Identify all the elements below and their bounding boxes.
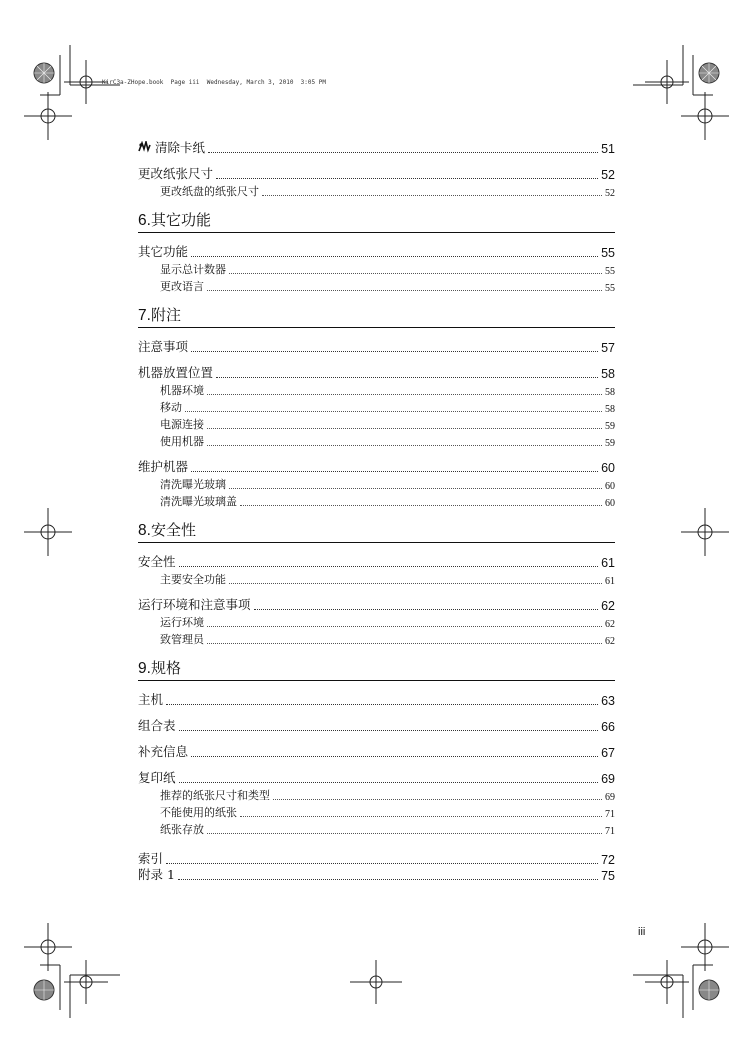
toc-subentry[interactable] — [138, 570, 615, 587]
toc-entry-title — [160, 399, 182, 415]
toc-entry-text: 电源连接 — [160, 418, 204, 431]
toc-entry-title — [138, 595, 251, 613]
toc-entry-text: 更改纸盘的纸张尺寸 — [160, 185, 259, 198]
toc-entry-title — [160, 804, 237, 820]
dot-leader — [208, 152, 598, 153]
dot-leader — [207, 643, 602, 644]
toc-entry-title — [138, 690, 163, 708]
toc-entry-title — [160, 571, 226, 587]
toc-entry-text: 不能使用的纸张 — [160, 806, 237, 819]
toc-entry-title — [138, 742, 188, 760]
dot-leader — [229, 273, 602, 274]
toc-page-number: 58 — [601, 367, 615, 381]
toc-page-number: 51 — [601, 142, 615, 156]
chapter-heading — [138, 209, 615, 233]
toc-entry-text: 附录 1 — [138, 867, 175, 882]
toc-page-number: 55 — [605, 283, 615, 294]
toc-page-number: 52 — [601, 168, 615, 182]
dot-leader — [229, 488, 602, 489]
toc-page-number: 55 — [605, 266, 615, 277]
chapter-number: 8. — [138, 522, 151, 539]
dot-leader — [216, 178, 598, 179]
toc-entry[interactable] — [138, 162, 615, 182]
toc-entry-title — [160, 476, 226, 492]
toc-entry-title — [160, 183, 259, 199]
toc-entry-text: 索引 — [138, 851, 164, 866]
toc-entry-title — [138, 768, 176, 786]
chapter-title: 附注 — [150, 306, 181, 324]
toc-entry-title — [160, 631, 204, 647]
toc-entry-title — [160, 416, 204, 432]
toc-entry-title — [138, 363, 213, 381]
toc-entry-text: 移动 — [160, 401, 182, 414]
toc-page-number: 59 — [605, 438, 615, 449]
chapter-title: 安全性 — [150, 521, 196, 539]
toc-entry[interactable] — [138, 766, 615, 786]
toc-page-number: 61 — [601, 556, 615, 570]
chapter-number: 7. — [138, 307, 151, 324]
toc-subentry[interactable] — [138, 803, 615, 820]
toc-entry-title — [160, 787, 270, 803]
toc-entry-text: 注意事项 — [138, 339, 189, 354]
toc-entry-text: 安全性 — [138, 554, 176, 569]
dot-leader — [179, 730, 599, 731]
dot-leader — [254, 609, 599, 610]
toc-entry-text: 运行环境和注意事项 — [138, 597, 251, 612]
toc-entry-text: 更改语言 — [160, 280, 204, 293]
toc-subentry[interactable] — [138, 398, 615, 415]
toc-page-number: 62 — [605, 636, 615, 647]
page-number: iii — [638, 926, 646, 938]
chapter-title: 其它功能 — [150, 211, 211, 229]
toc-entry-title — [160, 278, 204, 294]
toc-entry-text: 组合表 — [138, 718, 176, 733]
dot-leader — [185, 411, 602, 412]
toc-entry-title — [138, 865, 175, 883]
toc-entry-title — [160, 261, 226, 277]
toc-entry-text: 其它功能 — [138, 244, 189, 259]
toc-entry-text: 显示总计数器 — [160, 263, 226, 276]
dot-leader — [179, 782, 599, 783]
toc-subentry[interactable] — [138, 630, 615, 647]
dot-leader — [207, 833, 602, 834]
dot-leader — [240, 816, 602, 817]
toc-entry-title — [138, 716, 176, 734]
toc-page-number: 66 — [601, 720, 615, 734]
chapter-title: 规格 — [150, 659, 181, 677]
toc-entry-title — [160, 433, 204, 449]
dot-leader — [207, 428, 602, 429]
toc-entry-text: 机器环境 — [160, 384, 204, 397]
dot-leader — [166, 704, 598, 705]
paper-jam-icon — [138, 141, 151, 153]
toc-entry-text: 使用机器 — [160, 435, 204, 448]
dot-leader — [207, 290, 602, 291]
toc-page-number: 72 — [601, 853, 615, 867]
toc-entry-text: 清除卡纸 — [155, 140, 206, 155]
toc-entry-text: 复印纸 — [138, 770, 176, 785]
toc-entry[interactable] — [138, 136, 615, 156]
toc-entry-title — [138, 164, 213, 182]
toc-page-number: 62 — [605, 619, 615, 630]
toc-page-number: 60 — [605, 481, 615, 492]
toc-subentry[interactable] — [138, 381, 615, 398]
toc-entry-title — [138, 242, 188, 260]
toc-subentry[interactable] — [138, 820, 615, 837]
toc-subentry[interactable] — [138, 415, 615, 432]
toc-subentry[interactable] — [138, 432, 615, 449]
toc-entry-title — [138, 337, 188, 355]
header-file-info: KirC3a-ZHope.book Page iii Wednesday, March 3, 2010 3:05 PM — [102, 79, 326, 86]
dot-leader — [262, 195, 602, 196]
toc-page-number: 67 — [601, 746, 615, 760]
toc-entry[interactable] — [138, 550, 615, 570]
toc-entry-text: 机器放置位置 — [138, 365, 214, 380]
toc-subentry[interactable] — [138, 475, 615, 492]
toc-entry[interactable] — [138, 740, 615, 760]
table-of-contents — [138, 136, 615, 883]
dot-leader — [216, 377, 598, 378]
toc-page-number: 58 — [605, 404, 615, 415]
toc-entry[interactable] — [138, 240, 615, 260]
dot-leader — [207, 445, 602, 446]
toc-entry-title — [138, 552, 176, 570]
toc-entry-text: 维护机器 — [138, 459, 189, 474]
dot-leader — [191, 756, 598, 757]
toc-entry-text: 补充信息 — [138, 744, 189, 759]
toc-entry-title — [160, 614, 204, 630]
toc-entry-title — [138, 457, 188, 475]
toc-page-number: 52 — [605, 188, 615, 199]
dot-leader — [179, 566, 599, 567]
toc-entry-text: 主要安全功能 — [160, 573, 226, 586]
dot-leader — [166, 863, 598, 864]
chapter-heading — [138, 304, 615, 328]
toc-page-number: 60 — [601, 461, 615, 475]
toc-page-number: 63 — [601, 694, 615, 708]
toc-subentry[interactable] — [138, 613, 615, 630]
dot-leader — [273, 799, 602, 800]
toc-subentry[interactable] — [138, 277, 615, 294]
toc-page-number: 57 — [601, 341, 615, 355]
toc-entry-title — [160, 382, 204, 398]
toc-entry[interactable] — [138, 714, 615, 734]
toc-entry[interactable] — [138, 455, 615, 475]
toc-subentry[interactable] — [138, 492, 615, 509]
dot-leader — [207, 626, 602, 627]
toc-page-number: 58 — [605, 387, 615, 398]
toc-entry-text: 推荐的纸张尺寸和类型 — [160, 789, 270, 802]
chapter-heading — [138, 519, 615, 543]
toc-entry[interactable] — [138, 688, 615, 708]
toc-entry-text: 致管理员 — [160, 633, 204, 646]
toc-page-number: 69 — [605, 792, 615, 803]
toc-page-number: 62 — [601, 599, 615, 613]
toc-page-number: 69 — [601, 772, 615, 786]
toc-entry-text: 清洗曝光玻璃 — [160, 478, 226, 491]
dot-leader — [191, 471, 598, 472]
toc-entry-text: 纸张存放 — [160, 823, 204, 836]
toc-entry[interactable] — [138, 847, 615, 867]
toc-page-number: 55 — [601, 246, 615, 260]
toc-page-number: 71 — [605, 809, 615, 820]
chapter-number: 9. — [138, 660, 151, 677]
toc-entry-title — [138, 138, 205, 156]
dot-leader — [191, 351, 598, 352]
dot-leader — [191, 256, 598, 257]
toc-entry[interactable] — [138, 361, 615, 381]
dot-leader — [178, 879, 598, 880]
toc-subentry[interactable] — [138, 786, 615, 803]
toc-page-number: 75 — [601, 869, 615, 883]
toc-page-number: 71 — [605, 826, 615, 837]
toc-entry-text: 主机 — [138, 692, 164, 707]
toc-subentry[interactable] — [138, 182, 615, 199]
toc-entry[interactable] — [138, 593, 615, 613]
toc-entry-text: 更改纸张尺寸 — [138, 166, 214, 181]
toc-entry-text: 运行环境 — [160, 616, 204, 629]
dot-leader — [240, 505, 602, 506]
toc-subentry[interactable] — [138, 260, 615, 277]
dot-leader — [207, 394, 602, 395]
toc-entry[interactable] — [138, 867, 615, 883]
toc-page-number: 60 — [605, 498, 615, 509]
toc-page-number: 59 — [605, 421, 615, 432]
chapter-number: 6. — [138, 212, 151, 229]
toc-entry-title — [160, 493, 237, 509]
chapter-heading — [138, 657, 615, 681]
toc-entry[interactable] — [138, 335, 615, 355]
dot-leader — [229, 583, 602, 584]
toc-page-number: 61 — [605, 576, 615, 587]
toc-entry-text: 清洗曝光玻璃盖 — [160, 495, 237, 508]
toc-entry-title — [160, 821, 204, 837]
